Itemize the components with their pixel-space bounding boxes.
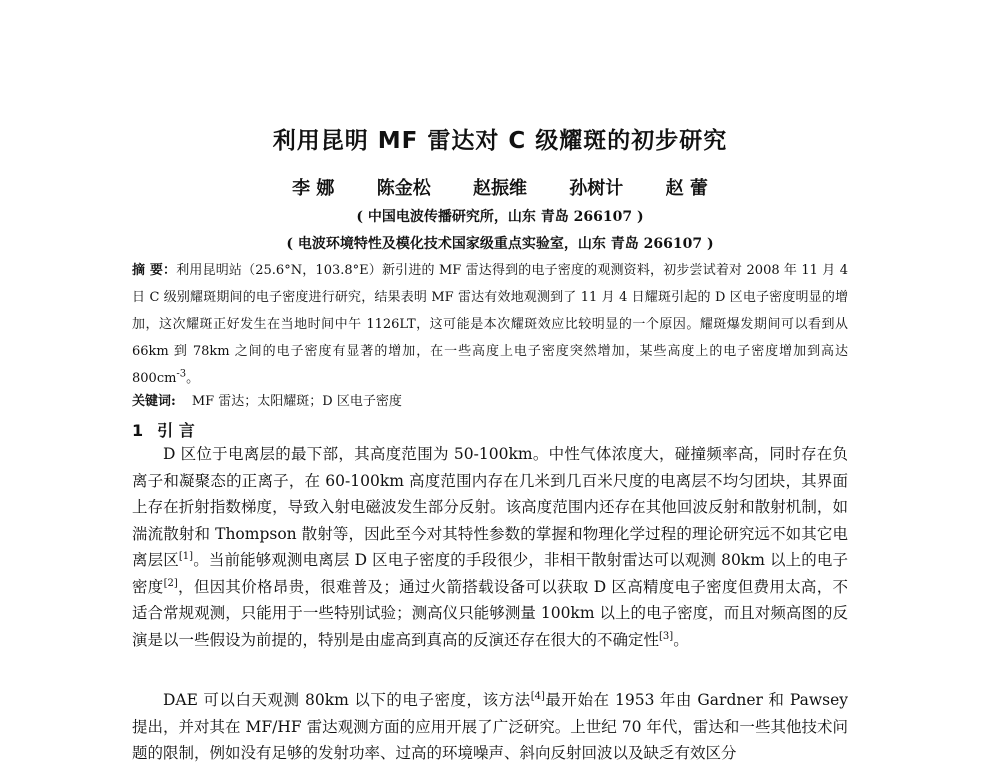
- author: 李 娜: [292, 178, 335, 199]
- citation: [4]: [530, 690, 545, 702]
- section-title: 引 言: [157, 421, 195, 440]
- keywords-label: 关键词:: [132, 394, 176, 409]
- affiliation: ( 电波环境特性及模化技术国家级重点实验室，山东 青岛 266107 ): [286, 236, 714, 252]
- author-list: [0, 174, 1000, 200]
- author: 孙树计: [569, 178, 624, 199]
- abstract-end: 。: [186, 371, 200, 386]
- keywords-text: MF 雷达；太阳耀斑；D 区电子密度: [191, 394, 402, 409]
- paragraph: [132, 687, 848, 767]
- paragraph-text: 最开始在 1953 年由 Gardner 和 Pawsey 提出，并对其在 MF/HF 雷达观测方面的应用开展了广泛研究。上世纪 70 年代，雷达和一些其他技术问题的限制，例如没有足够的发射功率、过高的环境噪声、斜向反射回波以及缺乏有效区分: [132, 691, 849, 762]
- author: 赵 蕾: [665, 178, 708, 199]
- author: 赵振维: [473, 178, 527, 199]
- author: 陈金松: [376, 178, 431, 199]
- section-number: 1: [132, 421, 144, 440]
- affiliation: ( 中国电波传播研究所，山东 青岛 266107 ): [356, 209, 644, 225]
- citation: [3]: [659, 630, 674, 642]
- abstract-superscript: -3: [176, 368, 187, 380]
- keywords: [132, 391, 848, 413]
- abstract: [132, 257, 848, 392]
- paragraph-text: 。: [673, 630, 689, 649]
- paragraph-text: 。当前能够观测电离层 D 区电子密度的手段很少，非相干散射雷达可以观测 80km 以上的电子密度: [132, 551, 848, 596]
- abstract-label: 摘 要：: [132, 263, 177, 278]
- paragraph-text: D 区位于电离层的最下部，其高度范围为 50-100km。中性气体浓度大，碰撞频率高，同时存在负离子和凝聚态的正离子，在 60-100km 高度范围内存在几米到几百米尺度的电离层不均匀团块，其界面上存在折射指数梯度，导致入射电磁波发生部分反射。该高度范围内还存在其他回波反射和散射机制，如湍流散射和 Thompson 散射等，因此至今对其特性参数的掌握和物理化学过程的理论研究远不如其它电离层区: [132, 445, 848, 569]
- paragraph-text: DAE 可以白天观测 80km 以下的电子密度，该方法: [163, 691, 531, 709]
- citation: [2]: [163, 577, 178, 589]
- paper-title: 利用昆明 MF 雷达对 C 级耀斑的初步研究: [272, 128, 728, 154]
- paragraph-text: ，但因其价格昂贵，很难普及；通过火箭搭载设备可以获取 D 区高精度电子密度但费用太高，不适合常规观测，只能用于一些特别试验；测高仪只能够测量 100km 以上的电子密度，而且对频高图的反演是以一些假设为前提的，特别是由虚高到真高的反演还存在很大的不确定性: [132, 577, 848, 649]
- section-heading: [132, 418, 195, 441]
- abstract-text: 利用昆明站（25.6°N，103.8°E）新引进的 MF 雷达得到的电子密度的观测资料，初步尝试着对 2008 年 11 月 4 日 C 级别耀斑期间的电子密度进行研究，结果表明 MF 雷达有效地观测到了 11 月 4 日耀斑引起的 D 区电子密度明显的增加，这次耀斑正好发生在当地时间中午 1126LT，这可能是本次耀斑效应比较明显的一个原因。耀斑爆发期间可以看到从 66km 到 78km 之间的电子密度有显著的增加，在一些高度上电子密度突然增加，某些高度上的电子密度增加到高达 800cm: [132, 263, 848, 386]
- paragraph: [132, 441, 848, 653]
- citation: [1]: [178, 550, 194, 562]
